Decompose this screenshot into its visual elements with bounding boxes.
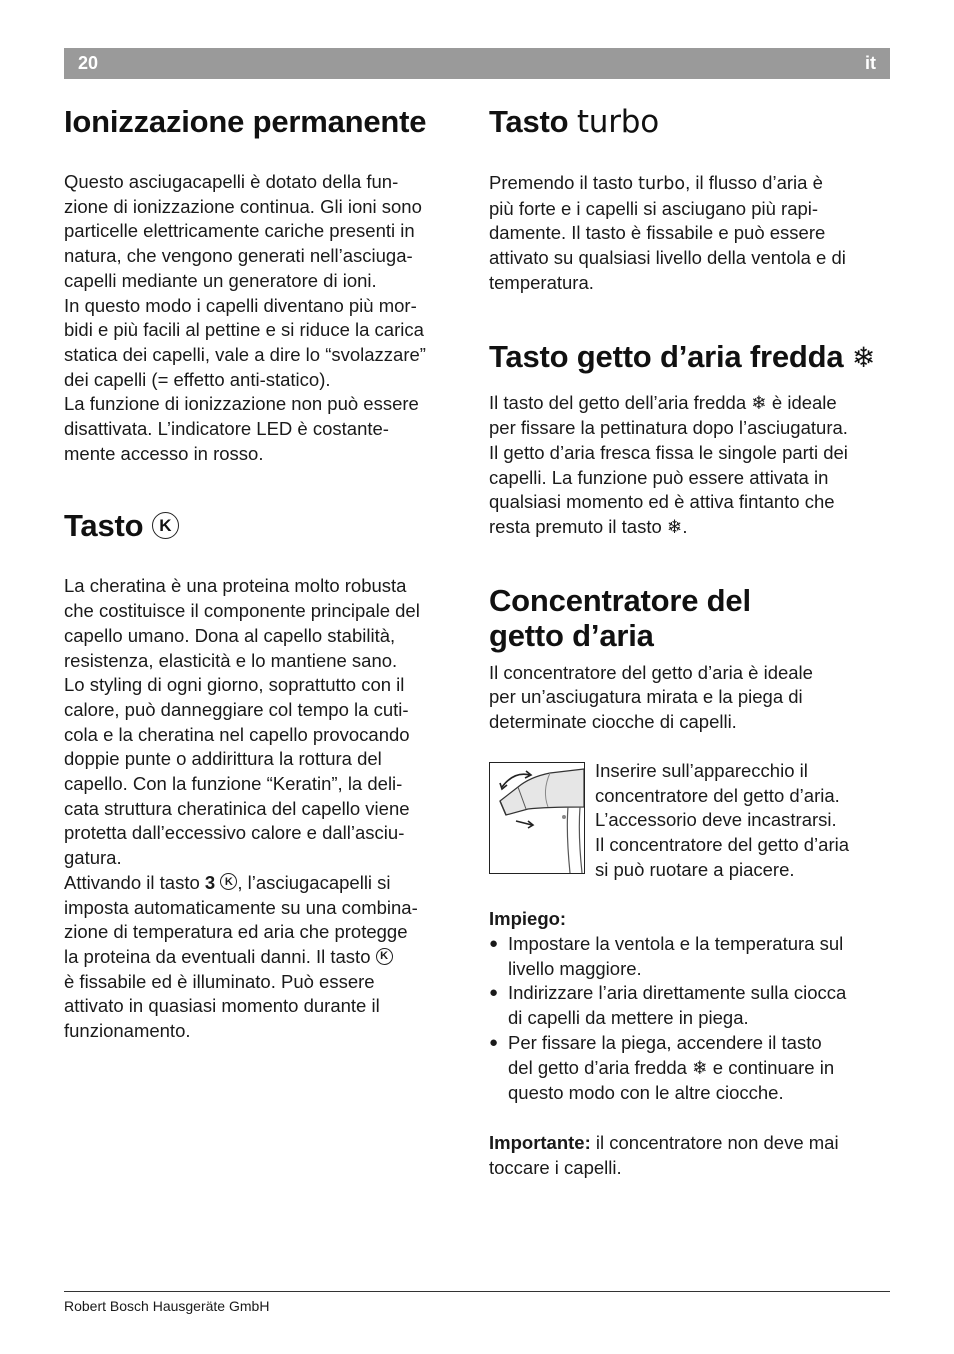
text-line: toccare i capelli. (489, 1156, 622, 1178)
section-title-ionization: Ionizzazione permanente (64, 104, 427, 139)
text-line (64, 871, 466, 896)
text-line: livello maggiore. (508, 957, 642, 979)
text-line: capelli mediante un generatore di ioni. (64, 269, 377, 291)
text-line: per un’asciugatura mirata e la piega di (489, 686, 803, 708)
text-line: è fissabile ed è illuminato. Può essere (64, 970, 375, 992)
text-line: ● Impostare la ventola e la temperatura sul (508, 933, 844, 955)
ionization-body (64, 170, 466, 466)
text-line: Inserire sull’apparecchio il (595, 759, 808, 781)
page-header-bar (64, 48, 890, 79)
text-span: la proteina da eventuali danni. Il tasto (64, 945, 376, 967)
keratin-body (64, 574, 466, 1043)
text-line (64, 945, 466, 970)
footer-company: Robert Bosch Hausgeräte GmbH (64, 1298, 270, 1314)
text-line: Il concentratore del getto d’aria è ideale (489, 661, 813, 683)
text-line (489, 391, 891, 417)
text-line: cola e la cheratina nel capello provocando (64, 723, 410, 745)
text-span: Il tasto del getto dell’aria fredda (489, 391, 752, 413)
text-span: il concentratore non deve mai (590, 1131, 839, 1153)
section-title-turbo (489, 104, 891, 140)
snowflake-icon: ❄ (666, 517, 683, 539)
text-span: resta premuto il tasto (489, 516, 667, 538)
hairdryer-illustration-svg (490, 763, 584, 873)
right-column (489, 104, 891, 1180)
turbo-title-mono: turbo (576, 104, 660, 140)
text-line: gatura. (64, 847, 122, 869)
text-line: natura, che vengono generati nell’asciuga- (64, 245, 413, 267)
text-line: In questo modo i capelli diventano più mor- (64, 294, 417, 316)
language-code: it (865, 53, 876, 73)
text-line: determinate ciocche di capelli. (489, 711, 737, 733)
important-note (489, 1131, 891, 1156)
text-line: temperatura. (489, 271, 594, 293)
title-line: Concentratore del (489, 582, 751, 618)
text-line: disattivata. L’indicatore LED è costante- (64, 418, 389, 440)
concentrator-body (489, 661, 891, 735)
text-span: . (682, 516, 688, 538)
list-item (489, 981, 891, 1030)
text-line: Il concentratore del getto d’aria (595, 833, 850, 855)
text-span: , il flusso d’aria è (685, 172, 823, 193)
text-line: ● Indirizzare l’aria direttamente sulla ciocca (508, 982, 847, 1004)
list-item (489, 1031, 891, 1106)
text-line: particelle elettricamente cariche presenti in (64, 220, 415, 242)
text-line: attivato su qualsiasi livello della ventola e di (489, 247, 846, 269)
text-line: funzionamento. (64, 1020, 191, 1042)
text-line: mente accesso in rosso. (64, 442, 264, 464)
hairdryer-concentrator-illustration (489, 762, 585, 874)
keratin-title-text: Tasto (64, 508, 144, 544)
list-item (489, 932, 891, 981)
text-line: L’accessorio deve incastrarsi. (595, 809, 837, 831)
concentrator-figure-row (489, 759, 891, 883)
cold-title-text: Tasto getto d’aria fredda (489, 338, 844, 374)
keratin-symbol-icon: K (152, 512, 179, 539)
text-line: dei capelli (= effetto anti-statico). (64, 368, 331, 390)
text-line: protetta dall’eccessivo calore e dall’asciu- (64, 822, 405, 844)
text-line: Lo styling di ogni giorno, soprattutto con il (64, 674, 405, 696)
left-column (64, 104, 466, 1044)
snowflake-icon: ❄ (692, 1057, 708, 1079)
text-line: ● Per fissare la piega, accendere il tasto (508, 1031, 822, 1053)
text-line: qualsiasi momento ed è attiva fintanto che (489, 491, 835, 513)
important-label: Importante: (489, 1131, 591, 1153)
cold-air-body (489, 391, 891, 541)
usage-label: Impiego: (489, 908, 567, 930)
text-line: questo modo con le altre ciocche. (508, 1082, 784, 1104)
text-line: Questo asciugacapelli è dotato della fun- (64, 171, 399, 192)
turbo-title-bold: Tasto (489, 104, 569, 139)
text-line: capelli. La funzione può essere attivata in (489, 466, 829, 488)
text-span: Attivando il tasto (64, 871, 205, 893)
figure-caption (595, 759, 849, 883)
keratin-symbol-icon: K (376, 948, 393, 965)
section-title-concentrator (489, 583, 891, 653)
text-line: capello. Con la funzione “Keratin”, la deli- (64, 773, 403, 795)
text-line: damente. Il tasto è fissabile e può essere (489, 222, 826, 244)
text-line: La funzione di ionizzazione non può essere (64, 393, 419, 415)
text-line: si può ruotare a piacere. (595, 858, 795, 880)
text-line: doppie punte o addirittura la rottura del (64, 748, 382, 770)
text-line: imposta automaticamente su una combina- (64, 896, 418, 918)
footer-divider (64, 1291, 890, 1292)
usage-list (489, 932, 891, 1106)
text-line: resistenza, elasticità e lo mantiene sano. (64, 649, 398, 671)
text-span: del getto d’aria fredda (508, 1056, 693, 1078)
turbo-label: turbo (638, 174, 686, 194)
title-line: getto d’aria (489, 617, 654, 653)
text-line: capello umano. Dona al capello stabilità, (64, 624, 396, 646)
keratin-symbol-icon: K (220, 873, 237, 890)
text-line: statica dei capelli, vale a dire lo “svolazzare” (64, 343, 426, 365)
snowflake-icon: ❄ (751, 392, 767, 414)
text-line: per fissare la pettinatura dopo l’asciugatura. (489, 417, 848, 439)
text-span: e continuare in (707, 1056, 835, 1078)
text-line: zione di temperatura ed aria che protegge (64, 921, 408, 943)
text-line: Il getto d’aria fresca fissa le singole parti dei (489, 441, 848, 463)
text-line: zione di ionizzazione continua. Gli ioni sono (64, 195, 422, 217)
text-line: La cheratina è una proteina molto robusta (64, 575, 407, 597)
text-line (489, 171, 891, 197)
text-line (508, 1056, 891, 1082)
step-number: 3 (204, 871, 216, 893)
text-line: cata struttura cheratinica del capello viene (64, 797, 410, 819)
turbo-body (489, 171, 891, 296)
text-line (489, 515, 891, 541)
page-number: 20 (78, 53, 99, 73)
text-line: attivato in quasiasi momento durante il (64, 995, 380, 1017)
text-span: , l’asciugacapelli si (237, 871, 391, 893)
text-line: bidi e più facili al pettine e si riduce la carica (64, 319, 424, 341)
text-line: di capelli da mettere in piega. (508, 1007, 749, 1029)
text-line: più forte e i capelli si asciugano più rapi- (489, 197, 819, 219)
text-line: che costituisce il componente principale del (64, 600, 420, 622)
text-line: calore, può danneggiare col tempo la cuti- (64, 698, 409, 720)
text-line: concentratore del getto d’aria. (595, 784, 840, 806)
snowflake-icon: ❄ (851, 340, 876, 374)
text-span: Premendo il tasto (489, 172, 639, 193)
text-span: è ideale (766, 391, 837, 413)
section-title-cold-air (489, 339, 891, 375)
section-title-keratin (64, 508, 466, 543)
